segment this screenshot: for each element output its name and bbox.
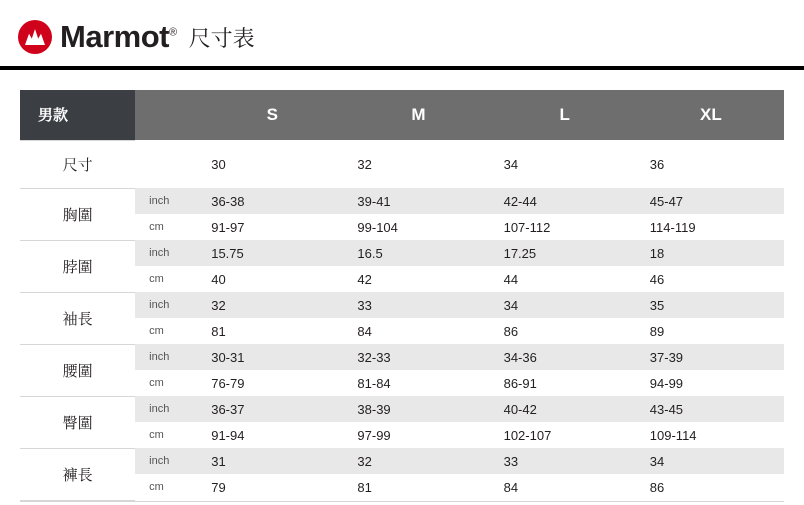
cell-value: 42 [345,266,491,292]
cell-value: 34 [492,292,638,318]
cell-value: 81 [199,318,345,344]
row-unit: inch [135,448,199,474]
cell-value: 79 [199,474,345,500]
brand-name: Marmot [60,19,169,54]
cell-value: 38-39 [345,396,491,422]
cell-value: 91-94 [199,422,345,448]
table-row [20,240,784,266]
table-row [20,188,784,214]
size-table [20,90,784,501]
cell-value: 99-104 [345,214,491,240]
table-row [20,292,784,318]
row-unit: cm [135,318,199,344]
cell-value: 86 [492,318,638,344]
column-header-s: S [199,90,345,140]
row-label-sleeve: 袖長 [20,292,135,344]
cell-value: 30 [199,140,345,188]
column-header-unit [135,90,199,140]
cell-value: 84 [345,318,491,344]
cell-value: 86 [638,474,784,500]
cell-value: 91-97 [199,214,345,240]
cell-value: 17.25 [492,240,638,266]
cell-value: 36-37 [199,396,345,422]
table-row [20,396,784,422]
table-bottom-divider [20,501,784,502]
column-header-l: L [492,90,638,140]
table-row [20,422,784,448]
cell-value: 109-114 [638,422,784,448]
cell-value: 32-33 [345,344,491,370]
table-row [20,474,784,500]
cell-value: 102-107 [492,422,638,448]
cell-value: 35 [638,292,784,318]
cell-value: 36 [638,140,784,188]
cell-value: 33 [345,292,491,318]
row-label-hip: 臀圍 [20,396,135,448]
row-label-inseam: 褲長 [20,448,135,500]
cell-value: 114-119 [638,214,784,240]
cell-value: 39-41 [345,188,491,214]
cell-value: 43-45 [638,396,784,422]
cell-value: 34 [492,140,638,188]
registered-mark: ® [168,26,177,39]
row-unit: inch [135,344,199,370]
table-row [20,266,784,292]
column-header-gender: 男款 [20,90,135,140]
row-unit [135,140,199,188]
row-unit: inch [135,240,199,266]
cell-value: 94-99 [638,370,784,396]
page-title: 尺寸表 [188,26,255,52]
cell-value: 46 [638,266,784,292]
row-unit: cm [135,214,199,240]
cell-value: 16.5 [345,240,491,266]
row-unit: inch [135,292,199,318]
cell-value: 36-38 [199,188,345,214]
table-body [20,140,784,500]
row-unit: inch [135,396,199,422]
column-header-xl: XL [638,90,784,140]
cell-value: 32 [345,448,491,474]
row-unit: cm [135,422,199,448]
column-header-m: M [345,90,491,140]
table-head [20,90,784,140]
cell-value: 34 [638,448,784,474]
row-unit: cm [135,266,199,292]
table-row [20,448,784,474]
cell-value: 18 [638,240,784,266]
cell-value: 89 [638,318,784,344]
cell-value: 32 [199,292,345,318]
cell-value: 33 [492,448,638,474]
table-row [20,344,784,370]
row-unit: inch [135,188,199,214]
size-table-wrap [0,70,804,501]
cell-value: 76-79 [199,370,345,396]
cell-value: 44 [492,266,638,292]
cell-value: 81-84 [345,370,491,396]
row-unit: cm [135,370,199,396]
cell-value: 107-112 [492,214,638,240]
cell-value: 32 [345,140,491,188]
brand-wordmark [60,19,177,55]
cell-value: 81 [345,474,491,500]
table-row [20,370,784,396]
cell-value: 37-39 [638,344,784,370]
row-label-size: 尺寸 [20,140,135,188]
table-header-row [20,90,784,140]
cell-value: 86-91 [492,370,638,396]
cell-value: 30-31 [199,344,345,370]
cell-value: 40-42 [492,396,638,422]
cell-value: 40 [199,266,345,292]
table-row [20,140,784,188]
row-label-neck: 脖圍 [20,240,135,292]
row-unit: cm [135,474,199,500]
marmot-logo-icon [18,20,52,54]
page-header [0,0,804,60]
cell-value: 15.75 [199,240,345,266]
cell-value: 97-99 [345,422,491,448]
table-row [20,214,784,240]
cell-value: 84 [492,474,638,500]
cell-value: 42-44 [492,188,638,214]
table-row [20,318,784,344]
row-label-waist: 腰圍 [20,344,135,396]
row-label-chest: 胸圍 [20,188,135,240]
cell-value: 45-47 [638,188,784,214]
cell-value: 31 [199,448,345,474]
cell-value: 34-36 [492,344,638,370]
